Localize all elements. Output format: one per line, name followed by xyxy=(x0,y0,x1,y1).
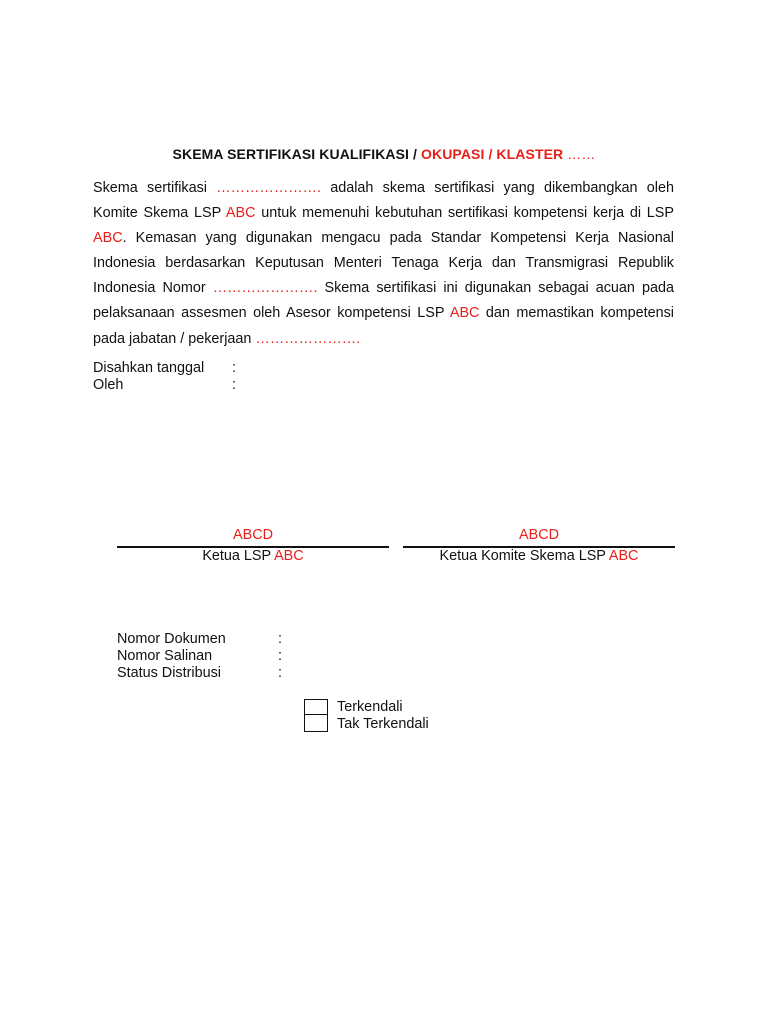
distribution-colon: : xyxy=(278,665,282,681)
document-info-block xyxy=(117,631,282,682)
para-text-2: adalah skema sertifikasi yang dikembangkan oleh Komite Skema LSP xyxy=(93,180,675,222)
option-controlled-label: Terkendali xyxy=(337,698,403,715)
approval-by-colon: : xyxy=(232,377,236,393)
approval-date-label: Disahkan tanggal xyxy=(93,360,205,376)
distribution-options xyxy=(304,698,429,732)
para-text-6: dan memastikan kompetensi pada jabatan / pekerjaan xyxy=(93,305,674,347)
para-org-2: ABC xyxy=(93,230,123,247)
checkbox-uncontrolled[interactable] xyxy=(304,715,328,732)
option-controlled[interactable] xyxy=(304,698,429,715)
signatory-role-left xyxy=(117,548,389,565)
approval-by-label: Oleh xyxy=(93,377,124,393)
checkbox-controlled[interactable] xyxy=(304,699,328,715)
para-org-1: ABC xyxy=(225,205,256,222)
title-dots: …… xyxy=(563,146,596,162)
copy-number-colon: : xyxy=(278,648,282,664)
document-title xyxy=(0,146,768,162)
distribution-label: Status Distribusi xyxy=(117,665,221,681)
doc-number-colon: : xyxy=(278,631,282,647)
approval-date-row xyxy=(93,360,236,377)
approval-block xyxy=(93,360,236,394)
doc-number-label: Nomor Dokumen xyxy=(117,631,226,647)
scheme-description xyxy=(93,176,674,352)
para-placeholder-2: …………………. xyxy=(212,280,318,297)
option-uncontrolled-label: Tak Terkendali xyxy=(337,715,429,732)
para-placeholder-3: …………………. xyxy=(255,330,361,347)
title-prefix: SKEMA SERTIFIKASI KUALIFIKASI / xyxy=(172,146,422,162)
option-uncontrolled[interactable] xyxy=(304,715,429,732)
title-highlight: OKUPASI / KLASTER xyxy=(421,146,564,162)
signatory-role-right xyxy=(403,548,675,565)
para-text-3: untuk memenuhi kebutuhan sertifikasi kompetensi kerja di LSP xyxy=(255,205,674,222)
signature-right xyxy=(403,526,675,565)
role-org-right: ABC xyxy=(608,548,639,564)
approval-by-row xyxy=(93,377,236,394)
para-placeholder-1: …………………. xyxy=(216,180,321,196)
copy-number-row xyxy=(117,648,282,665)
signature-left xyxy=(117,526,389,565)
distribution-row xyxy=(117,665,282,682)
approval-date-colon: : xyxy=(232,360,236,376)
role-org-left: ABC xyxy=(274,548,304,564)
para-text-4: . Kemasan yang digunakan mengacu pada Standar Kompetensi Kerja Nasional Indonesia berdasarkan Keputusan Menteri Tenaga Kerja dan Transmigrasi Republik Indonesia Nomor xyxy=(93,230,674,297)
signatory-name-right: ABCD xyxy=(519,527,559,543)
para-text-1: Skema sertifikasi xyxy=(93,180,217,196)
para-text-5: Skema sertifikasi ini digunakan sebagai acuan pada pelaksanaan assesmen oleh Asesor kompetensi LSP xyxy=(93,280,674,322)
signatory-name-left: ABCD xyxy=(233,527,273,543)
doc-number-row xyxy=(117,631,282,648)
role-text-left: Ketua LSP xyxy=(202,548,275,564)
role-text-right: Ketua Komite Skema LSP xyxy=(439,548,609,564)
copy-number-label: Nomor Salinan xyxy=(117,648,213,664)
para-org-3: ABC xyxy=(449,305,480,322)
